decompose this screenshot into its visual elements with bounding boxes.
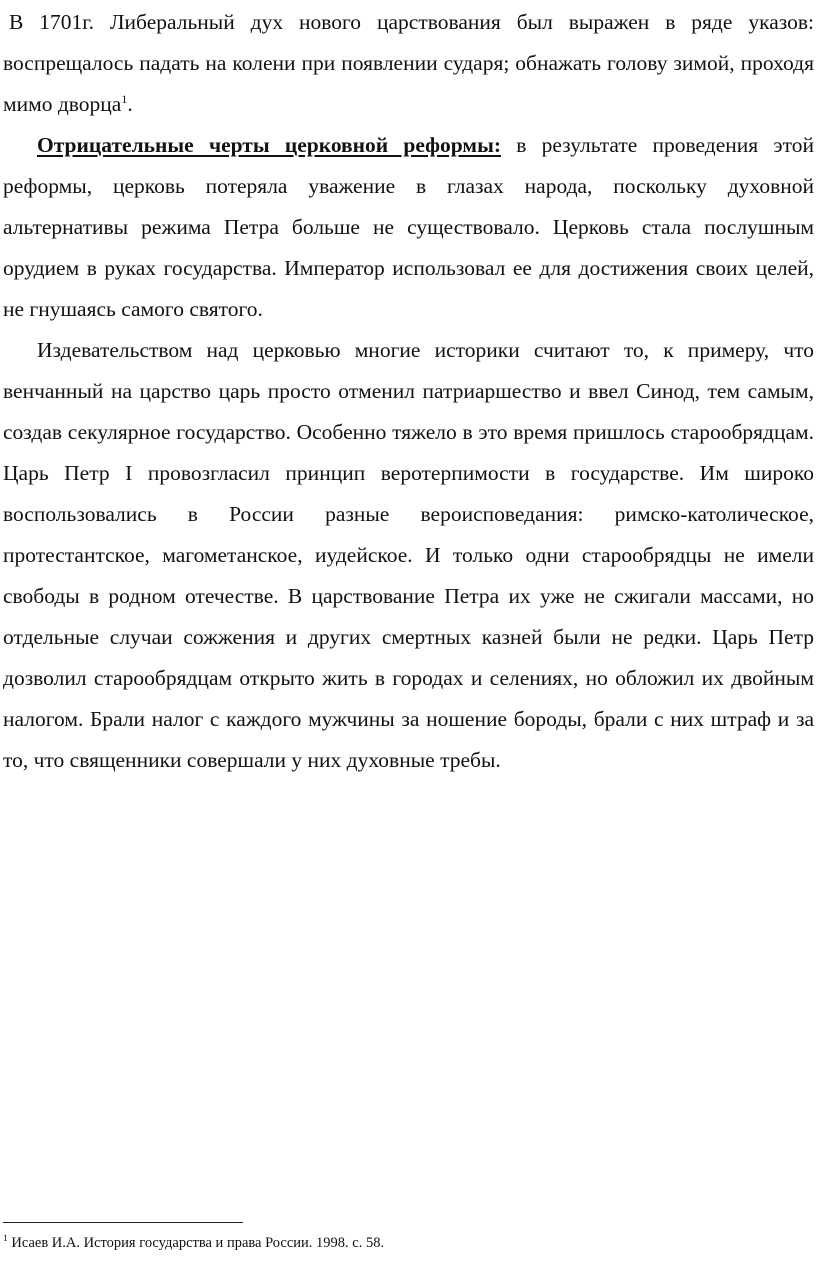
footnote-text: Исаев И.А. История государства и права России. 1998. с. 58.	[7, 1235, 385, 1251]
footnote-reference: 1	[121, 91, 128, 106]
footnote	[3, 1234, 384, 1252]
paragraph-end: .	[127, 92, 133, 116]
footnote-number: 1	[3, 1234, 8, 1245]
paragraph-liberal-spirit	[3, 2, 814, 125]
paragraph-negative-traits	[3, 125, 814, 330]
paragraph-text: в результате проведения этой реформы, церковь потеряла уважение в глазах народа, поскольку духовной альтернативы режима Петра больше не существовало. Церковь стала послушным орудием в руках государства. Император использовал ее для достижения своих целей, не гнушаясь самого святого.	[3, 133, 814, 321]
paragraph-text: Издевательством над церковью многие историки считают то, к примеру, что венчанный на царство царь просто отменил патриаршество и ввел Синод, тем самым, создав секулярное государство. Особенно тяжело в это время пришлось старообрядцам. Царь Петр I провозгласил принцип веротерпимости в государстве. Им широко воспользовались в России разные вероисповедания: римско-католическое, протестантское, магометанское, иудейское. И только одни старообрядцы не имели свободы в родном отечестве. В царствование Петра их уже не сжигали массами, но отдельные случаи сожжения и других смертных казней были не редки. Царь Петр дозволил старообрядцам открыто жить в городах и селениях, но обложил их двойным налогом. Брали налог с каждого мужчины за ношение бороды, брали с них штраф и за то, что священники совершали у них духовные требы.	[3, 338, 814, 772]
body-text	[3, 2, 814, 781]
paragraph-text: В 1701г. Либеральный дух нового царствования был выражен в ряде указов: воспрещалось падать на колени при появлении сударя; обнажать голову зимой, проходя мимо дворца	[3, 10, 814, 116]
paragraph-old-believers	[3, 330, 814, 781]
section-heading: Отрицательные черты церковной реформы:	[37, 133, 502, 157]
footnote-separator	[3, 1222, 243, 1223]
